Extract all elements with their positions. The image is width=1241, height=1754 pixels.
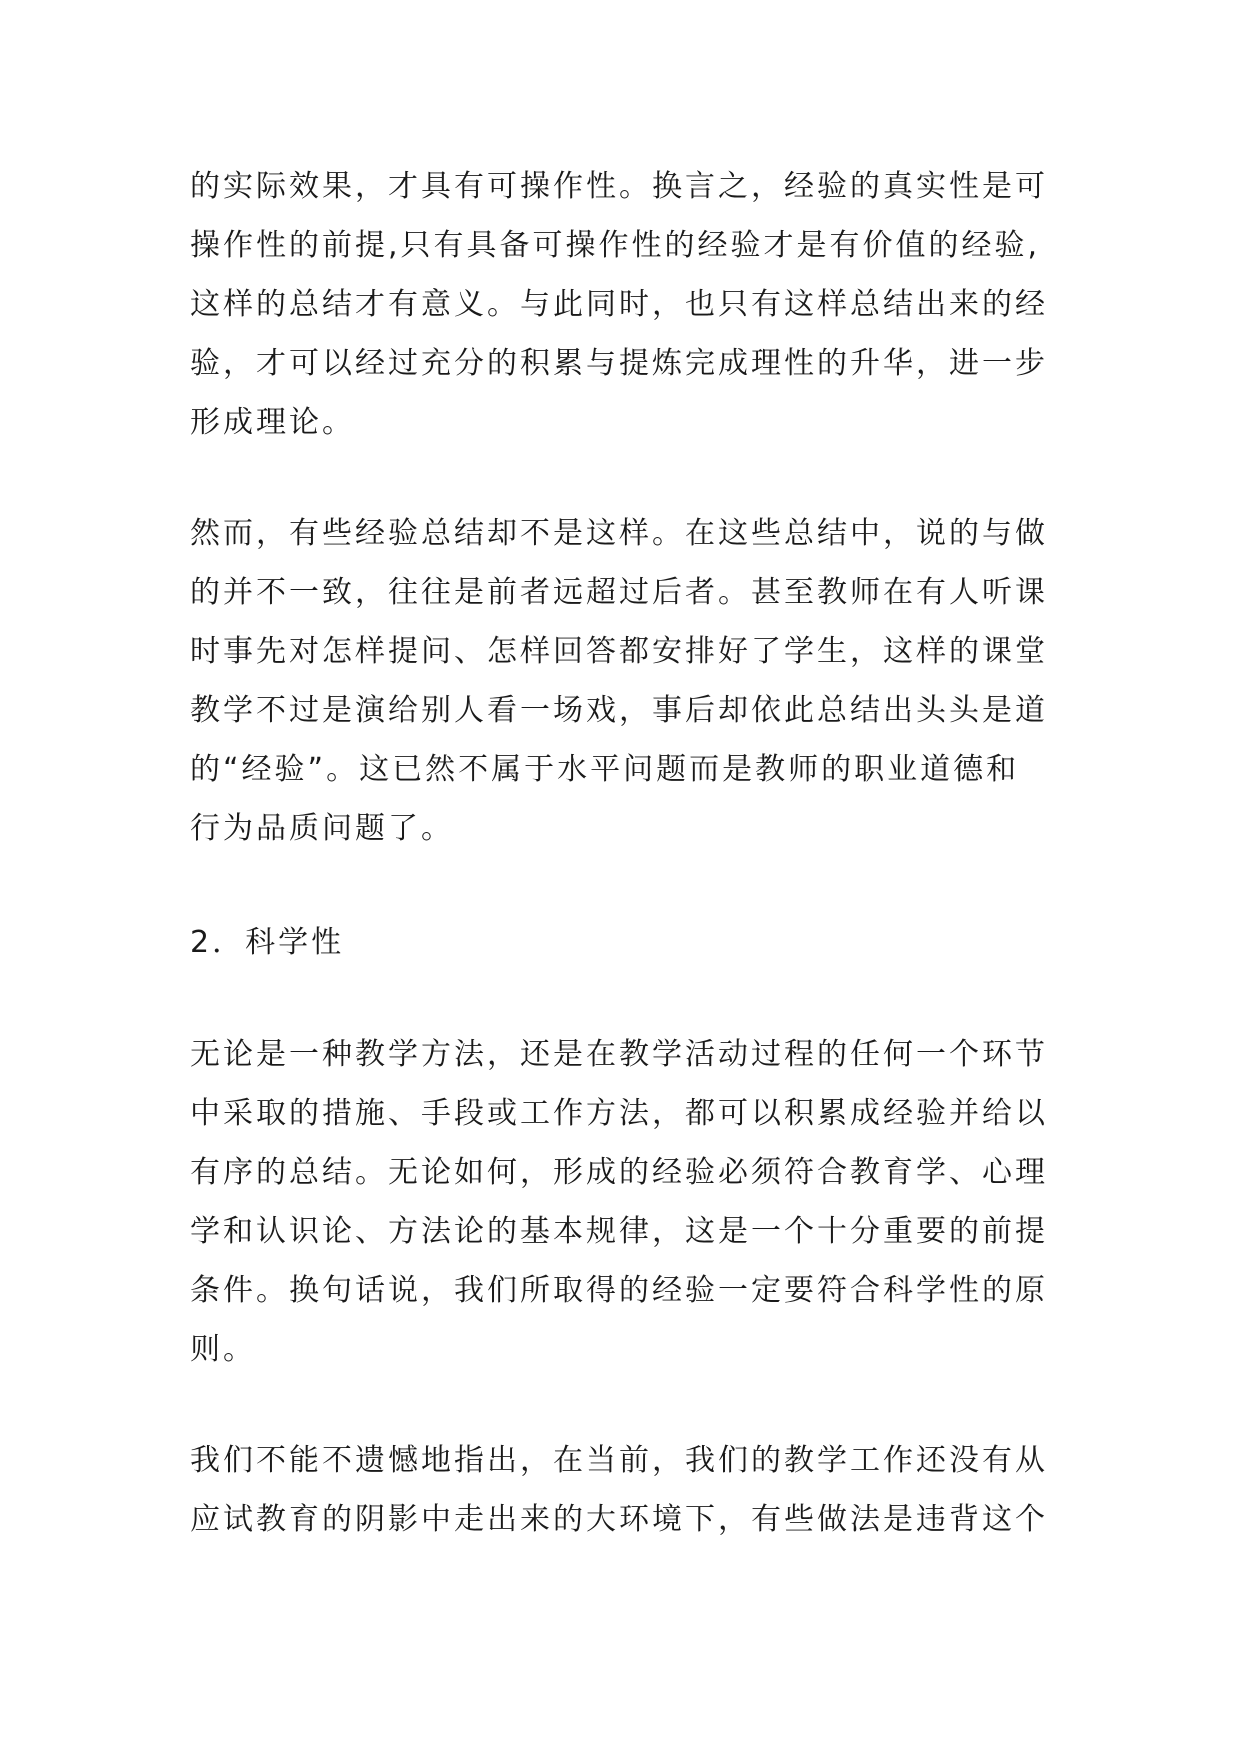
text-line: 然而，有些经验总结却不是这样。在这些总结中，说的与做 — [190, 516, 1048, 551]
text-line: 验，才可以经过充分的积累与提炼完成理性的升华，进一步 — [190, 346, 1048, 381]
paragraph-scientific-principle — [190, 1025, 1090, 1379]
text-line: 条件。换句话说，我们所取得的经验一定要符合科学性的原 — [190, 1273, 1048, 1308]
text-line: 中采取的措施、手段或工作方法，都可以积累成经验并给以 — [190, 1096, 1048, 1131]
section-heading: 2．科学性 — [190, 925, 345, 960]
text-line: 则。 — [190, 1332, 256, 1367]
paragraph-exam-oriented — [190, 1431, 1090, 1549]
text-line: 学和认识论、方法论的基本规律，这是一个十分重要的前提 — [190, 1214, 1048, 1249]
text-line: 行为品质问题了。 — [190, 811, 454, 846]
text-line: 的实际效果，才具有可操作性。换言之，经验的真实性是可 — [190, 169, 1048, 204]
paragraph-operability-conclusion — [190, 157, 1090, 452]
text-line: 应试教育的阴影中走出来的大环境下，有些做法是违背这个 — [190, 1502, 1048, 1537]
text-line: 操作性的前提,只有具备可操作性的经验才是有价值的经验, — [190, 228, 1041, 263]
text-line: 我们不能不遗憾地指出，在当前，我们的教学工作还没有从 — [190, 1443, 1048, 1478]
text-line: 有序的总结。无论如何，形成的经验必须符合教育学、心理 — [190, 1155, 1048, 1190]
text-line: 这样的总结才有意义。与此同时，也只有这样总结出来的经 — [190, 287, 1048, 322]
text-line: 的并不一致，往往是前者远超过后者。甚至教师在有人听课 — [190, 575, 1048, 610]
text-line: 教学不过是演给别人看一场戏，事后却依此总结出头头是道 — [190, 693, 1048, 728]
text-line: 的“经验”。这已然不属于水平问题而是教师的职业道德和 — [190, 752, 1020, 787]
text-line: 形成理论。 — [190, 405, 355, 440]
section-heading-scientific — [190, 913, 1090, 972]
text-line: 无论是一种教学方法，还是在教学活动过程的任何一个环节 — [190, 1037, 1048, 1072]
paragraph-false-experience — [190, 504, 1090, 858]
text-line: 时事先对怎样提问、怎样回答都安排好了学生，这样的课堂 — [190, 634, 1048, 669]
